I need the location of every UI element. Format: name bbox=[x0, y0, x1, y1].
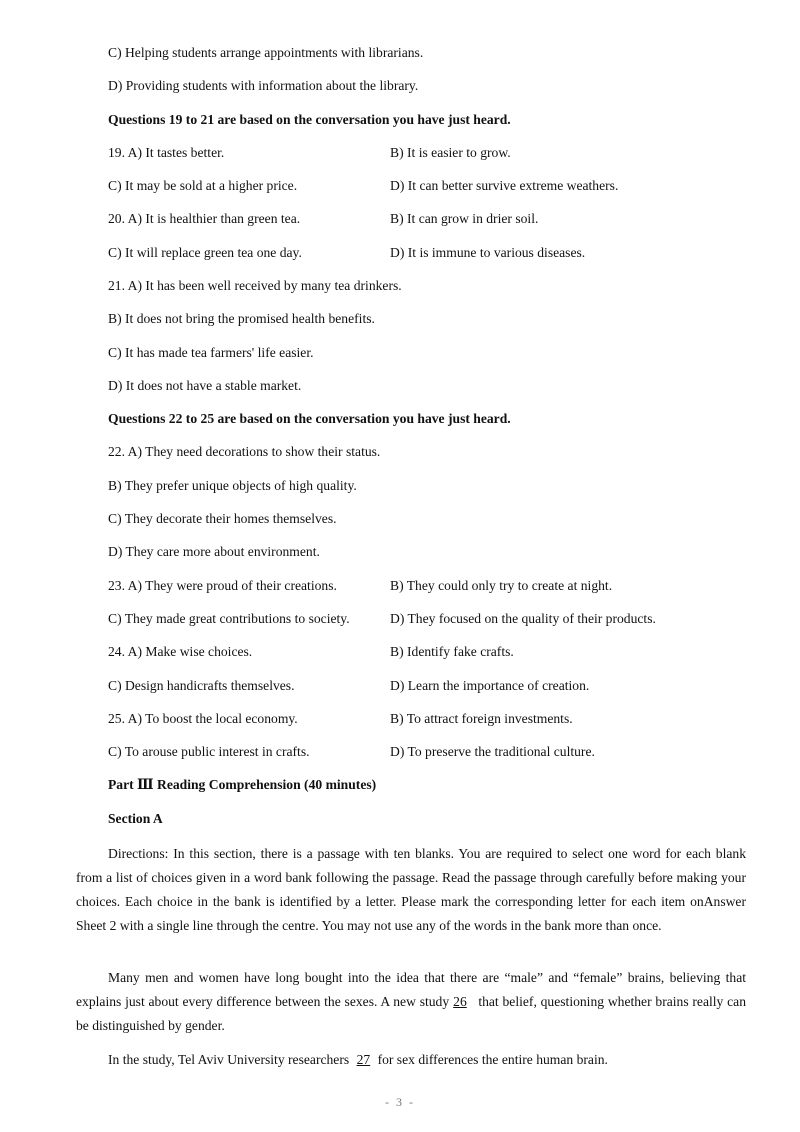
option-line: C) They made great contributions to society. bbox=[108, 611, 350, 626]
option-line: 23. A) They were proud of their creations. bbox=[108, 578, 337, 593]
blank-27[interactable]: 27 bbox=[356, 1052, 371, 1067]
option-line: 24. A) Make wise choices. bbox=[108, 644, 253, 659]
option-line: C) It has made tea farmers' life easier. bbox=[108, 345, 314, 360]
option-line: D) To preserve the traditional culture. bbox=[390, 744, 595, 759]
option-line: C) Design handicrafts themselves. bbox=[108, 678, 295, 693]
section-heading: Questions 22 to 25 are based on the conversation you have just heard. bbox=[108, 411, 511, 426]
passage-text: In the study, Tel Aviv University researchers bbox=[108, 1052, 350, 1067]
option-line: D) Providing students with information about the library. bbox=[108, 78, 419, 93]
blank-26[interactable]: 26 bbox=[453, 994, 467, 1009]
option-line: B) They could only try to create at night. bbox=[390, 578, 613, 593]
option-line: D) They focused on the quality of their products. bbox=[390, 611, 656, 626]
passage-text: for sex differences the entire human brain. bbox=[377, 1052, 608, 1067]
option-line: C) Helping students arrange appointments with librarians. bbox=[108, 45, 424, 60]
section-heading: Questions 19 to 21 are based on the conversation you have just heard. bbox=[108, 112, 511, 127]
passage-paragraph bbox=[76, 966, 746, 1038]
option-line: 22. A) They need decorations to show their status. bbox=[108, 444, 381, 459]
option-line: 25. A) To boost the local economy. bbox=[108, 711, 298, 726]
option-line: D) Learn the importance of creation. bbox=[390, 678, 590, 693]
part-heading: Part Ⅲ Reading Comprehension (40 minutes) bbox=[108, 777, 377, 792]
option-line: B) It does not bring the promised health benefits. bbox=[108, 311, 375, 326]
page-number: - 3 - bbox=[385, 1095, 415, 1109]
option-line: B) They prefer unique objects of high quality. bbox=[108, 478, 357, 493]
option-line: B) To attract foreign investments. bbox=[390, 711, 573, 726]
passage-text: Many men and women have long bought into the idea that there are “male” and “female” brains, believing that explains just about every difference between the sexes. A new study bbox=[76, 970, 746, 1009]
option-line: 20. A) It is healthier than green tea. bbox=[108, 211, 301, 226]
passage-paragraph bbox=[76, 1048, 746, 1072]
option-line: C) To arouse public interest in crafts. bbox=[108, 744, 310, 759]
passage-text: that belief, questioning whether brains really can be distinguished by gender. bbox=[76, 994, 746, 1033]
option-line: D) It is immune to various diseases. bbox=[390, 245, 586, 260]
section-title: Section A bbox=[108, 811, 163, 826]
option-line: D) It does not have a stable market. bbox=[108, 378, 302, 393]
option-line: 19. A) It tastes better. bbox=[108, 145, 225, 160]
option-line: B) Identify fake crafts. bbox=[390, 644, 514, 659]
option-line: B) It is easier to grow. bbox=[390, 145, 511, 160]
option-line: C) It may be sold at a higher price. bbox=[108, 178, 298, 193]
option-line: C) They decorate their homes themselves. bbox=[108, 511, 337, 526]
option-line: 21. A) It has been well received by many tea drinkers. bbox=[108, 278, 402, 293]
option-line: D) They care more about environment. bbox=[108, 544, 320, 559]
directions-paragraph: Directions: In this section, there is a passage with ten blanks. You are required to select one word for each blank from a list of choices given in a word bank following the passage. Read the passage through carefully before making your choices. Each choice in the bank is identified by a letter. Please mark the corresponding letter for each item onAnswer Sheet 2 with a single line through the centre. You may not use any of the words in the bank more than once. bbox=[76, 846, 746, 933]
option-line: B) It can grow in drier soil. bbox=[390, 211, 539, 226]
option-line: D) It can better survive extreme weathers. bbox=[390, 178, 619, 193]
option-line: C) It will replace green tea one day. bbox=[108, 245, 302, 260]
